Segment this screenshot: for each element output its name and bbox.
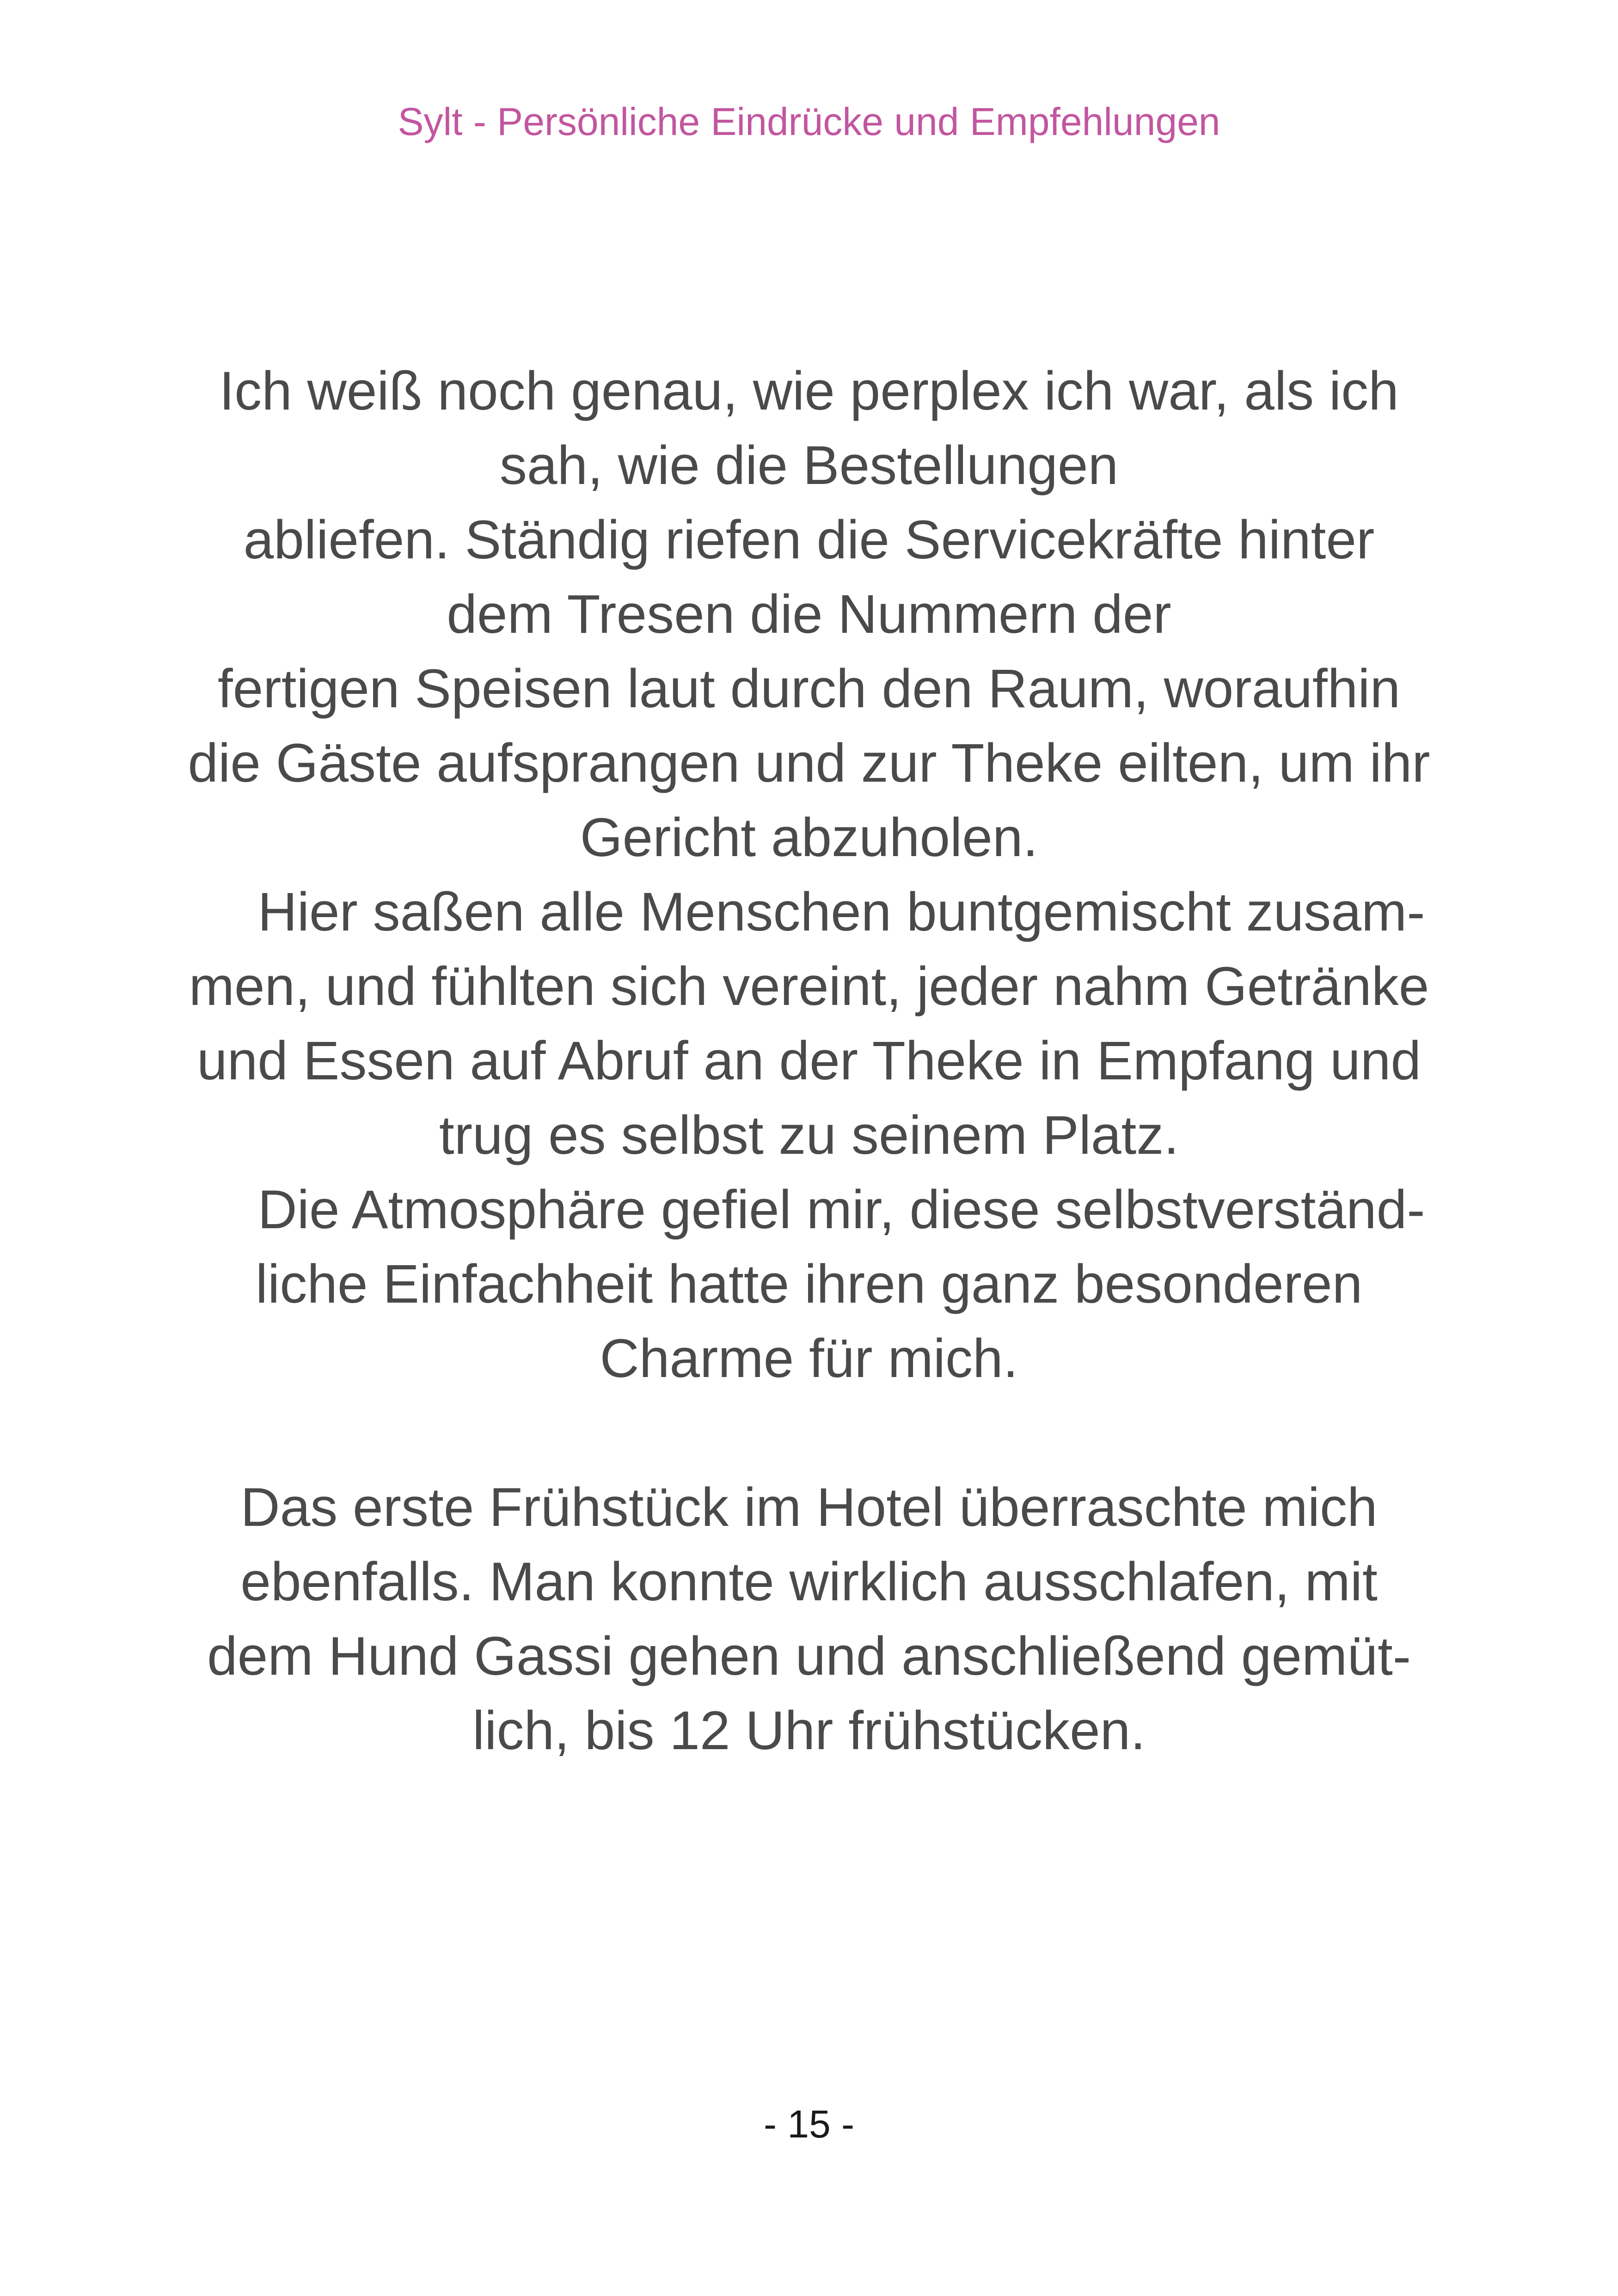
- text-line: fertigen Speisen laut durch den Raum, woraufhin: [217, 658, 1401, 719]
- text-line: liche Einfachheit hatte ihren ganz besonderen: [255, 1254, 1363, 1315]
- text-line: Gericht abzuholen.: [580, 807, 1038, 868]
- text-line: Die Atmosphäre gefiel mir, diese selbstverständ-: [257, 1179, 1425, 1240]
- text-line: dem Hund Gassi gehen und anschließend gemüt-: [207, 1626, 1411, 1687]
- text-line: sah, wie die Bestellungen: [499, 435, 1119, 496]
- text-line: dem Tresen die Nummern der: [447, 584, 1171, 645]
- text-line: Ich weiß noch genau, wie perplex ich war, als ich: [219, 361, 1399, 422]
- text-line: lich, bis 12 Uhr frühstücken.: [472, 1700, 1146, 1761]
- text-line: Hier saßen alle Menschen buntgemischt zusam-: [257, 882, 1425, 943]
- body-text: [176, 354, 1442, 1768]
- text-line: men, und fühlten sich vereint, jeder nahm Getränke: [189, 956, 1429, 1017]
- text-line: Das erste Frühstück im Hotel überraschte mich: [240, 1477, 1378, 1538]
- text-line: trug es selbst zu seinem Platz.: [439, 1105, 1179, 1166]
- text-line: und Essen auf Abruf an der Theke in Empfang und: [196, 1030, 1422, 1091]
- text-line: abliefen. Ständig riefen die Servicekräfte hinter: [243, 509, 1375, 570]
- text-line: die Gäste aufsprangen und zur Theke eilten, um ihr: [188, 733, 1430, 794]
- text-line: ebenfalls. Man konnte wirklich ausschlafen, mit: [240, 1551, 1378, 1612]
- text-line: Charme für mich.: [600, 1328, 1018, 1389]
- page-number: - 15 -: [763, 2102, 855, 2146]
- running-header: Sylt - Persönliche Eindrücke und Empfehlungen: [398, 100, 1220, 143]
- paragraph-gap: [176, 1396, 1442, 1470]
